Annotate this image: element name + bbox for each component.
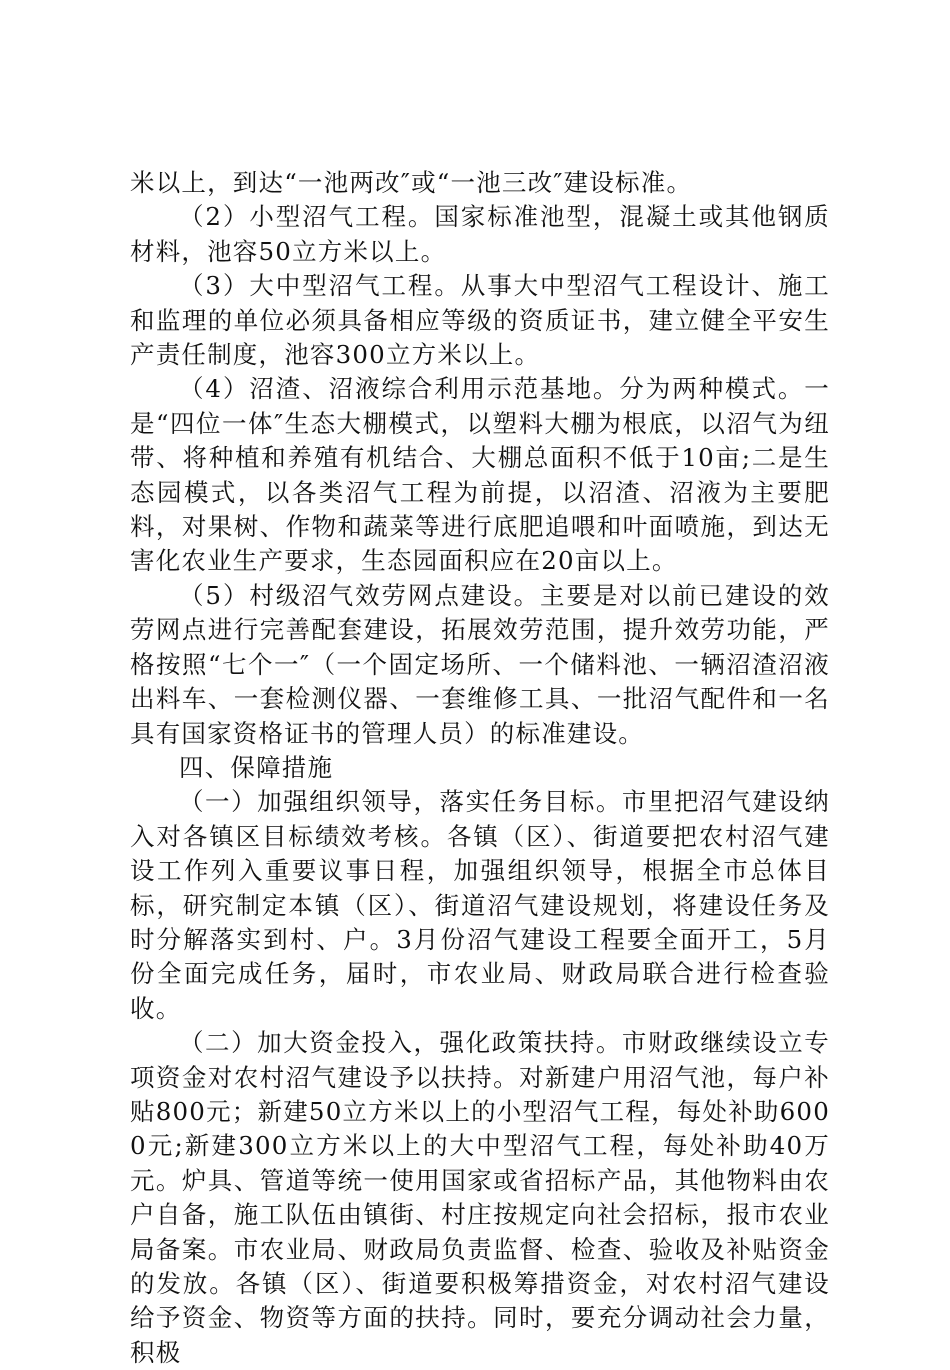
paragraph-leadership: （一）加强组织领导，落实任务目标。市里把沼气建设纳入对各镇区目标绩效考核。各镇（区）、街道要把农村沼气建设工作列入重要议事日程，加强组织领导，根据全市总体目标，研究制定本镇（区）、街道沼气建设规划，将建设任务及时分解落实到村、户。3月份沼气建设工程要全面开工，5月份全面完成任务，届时，市农业局、财政局联合进行检查验收。 bbox=[130, 787, 830, 1023]
paragraph-large-biogas: （3）大中型沼气工程。从事大中型沼气工程设计、施工和监理的单位必须具备相应等级的资质证书，建立健全平安生产责任制度，池容300立方米以上。 bbox=[130, 271, 830, 370]
paragraph-demonstration-base: （4）沼渣、沼液综合利用示范基地。分为两种模式。一是“四位一体″生态大棚模式，以塑料大棚为根底，以沼气为纽带、将种植和养殖有机结合、大棚总面积不低于10亩;二是生态园模式，以各类沼气工程为前提，以沼渣、沼液为主要肥料，对果树、作物和蔬菜等进行底肥追喂和叶面喷施，到达无害化农业生产要求，生态园面积应在20亩以上。 bbox=[130, 374, 830, 576]
section-heading-safeguards: 四、保障措施 bbox=[179, 752, 334, 782]
paragraph-funding: （二）加大资金投入，强化政策扶持。市财政继续设立专项资金对农村沼气建设予以扶持。对新建户用沼气池，每户补贴800元；新建50立方米以上的小型沼气工程，每处补助6000元;新建300立方米以上的大中型沼气工程，每处补助40万元。炉具、管道等统一使用国家或省招标产品，其他物料由农户自备，施工队伍由镇街、村庄按规定向社会招标，报市农业局备案。市农业局、财政局负责监督、检查、验收及补贴资金的发放。各镇（区）、街道要积极筹措资金，对农村沼气建设给予资金、物资等方面的扶持。同时，要充分调动社会力量，积极 bbox=[130, 1028, 830, 1367]
paragraph-small-biogas: （2）小型沼气工程。国家标准池型，混凝土或其他钢质材料，池容50立方米以上。 bbox=[130, 202, 830, 266]
document-body bbox=[130, 166, 830, 1370]
paragraph-service-network: （5）村级沼气效劳网点建设。主要是对以前已建设的效劳网点进行完善配套建设，拓展效劳范围，提升效劳功能，严格按照“七个一″（一个固定场所、一个储料池、一辆沼渣沼液出料车、一套检测仪器、一套维修工具、一批沼气配件和一名具有国家资格证书的管理人员）的标准建设。 bbox=[130, 580, 830, 748]
paragraph-continuation: 米以上，到达“一池两改″或“一池三改″建设标准。 bbox=[130, 168, 693, 197]
